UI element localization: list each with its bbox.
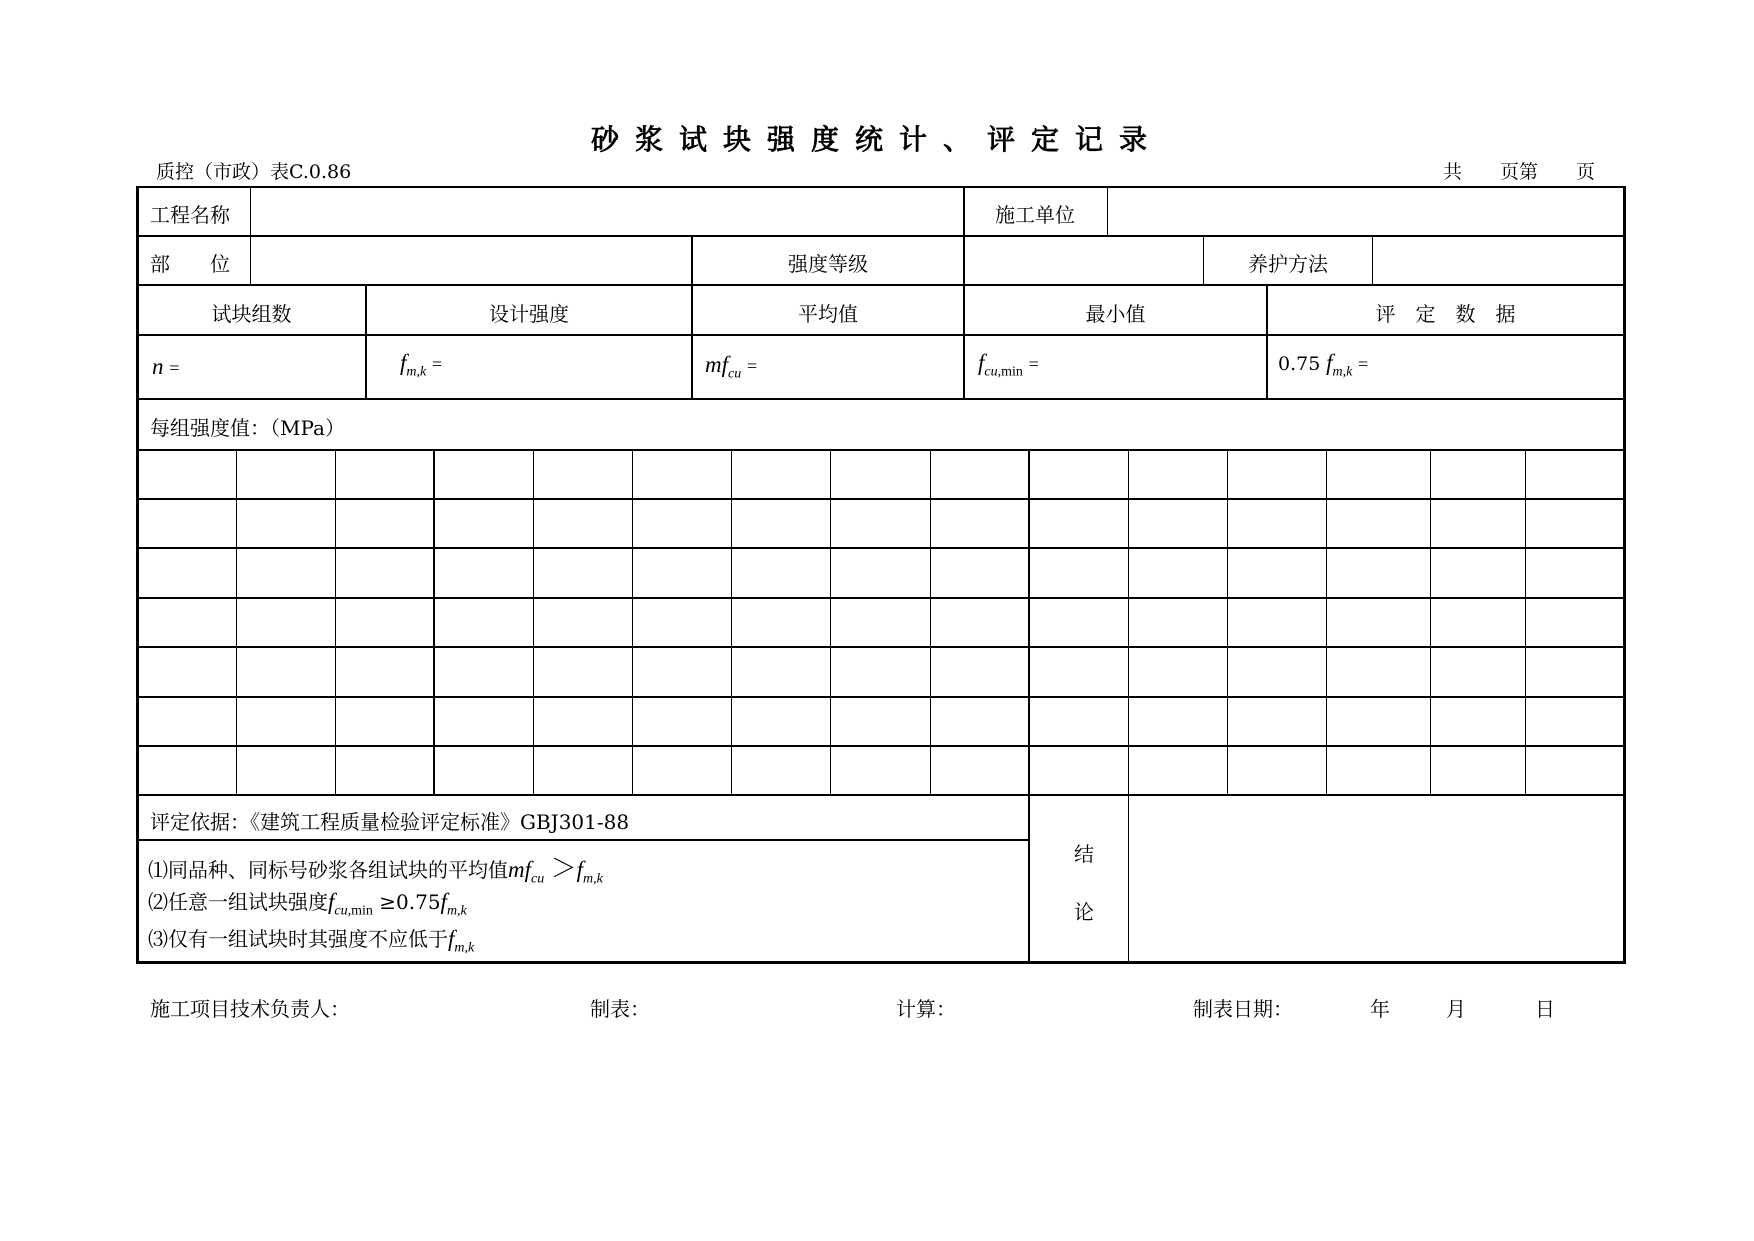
conclusion-char-2: 论 <box>1074 900 1094 924</box>
project-name-field[interactable] <box>252 188 962 234</box>
date-label: 制表日期： <box>1193 997 1293 1021</box>
col-groups-label: 试块组数 <box>211 302 292 326</box>
rule-3: ⑶仅有一组试块时其强度不应低于$f_{m,k}$ <box>148 926 475 956</box>
formula-075fmk[interactable]: 0.75 $f_{m,k}$ = <box>1278 350 1369 380</box>
rule-1: ⑴同品种、同标号砂浆各组试块的平均值$mf_{cu} >f_{m,k}$ <box>148 854 603 887</box>
position-field[interactable] <box>252 237 690 283</box>
page-counter: 共 页第 页 <box>1443 161 1596 183</box>
construction-unit-field[interactable] <box>1109 188 1622 234</box>
curing-method-label: 养护方法 <box>1248 252 1328 276</box>
conclusion-char-1: 结 <box>1074 842 1094 866</box>
formula-fcumin[interactable]: $f_{cu,min}$ = <box>978 350 1039 380</box>
col-evaluation-label: 评 定 数 据 <box>1375 302 1516 326</box>
strength-grade-field[interactable] <box>966 237 1202 283</box>
col-average-label: 平均值 <box>798 302 858 326</box>
form-code: 质控（市政）表C.0.86 <box>156 161 352 183</box>
page-title: 砂浆试块强度统计、评定记录 <box>590 123 1163 156</box>
col-minimum-label: 最小值 <box>1085 302 1146 326</box>
prepared-by-label: 制表： <box>590 997 650 1021</box>
curing-method-field[interactable] <box>1374 237 1622 283</box>
formula-fmk[interactable]: $f_{m,k}$ = <box>400 350 443 380</box>
formula-mfcu[interactable]: $mf_{cu}$ = <box>705 352 758 382</box>
basis-label: 评定依据：《建筑工程质量检验评定标准》GBJ301-88 <box>150 810 630 834</box>
col-design-strength-label: 设计强度 <box>489 302 569 326</box>
strength-grade-label: 强度等级 <box>788 252 868 276</box>
formula-n[interactable]: n = <box>152 354 180 379</box>
project-name-label: 工程名称 <box>150 203 230 227</box>
group-strength-label: 每组强度值：（MPa） <box>150 416 345 440</box>
calculated-by-label: 计算： <box>896 997 956 1021</box>
rule-2: ⑵任意一组试块强度$f_{cu,min} \ge 0.75f_{m,k}$ <box>148 889 467 919</box>
conclusion-field[interactable] <box>1130 798 1622 960</box>
date-month-label: 月 <box>1446 997 1466 1021</box>
construction-unit-label: 施工单位 <box>995 203 1075 227</box>
date-year-label: 年 <box>1370 997 1390 1021</box>
position-label: 部 位 <box>150 252 230 276</box>
date-day-label: 日 <box>1535 997 1555 1021</box>
tech-lead-label: 施工项目技术负责人： <box>150 997 350 1021</box>
